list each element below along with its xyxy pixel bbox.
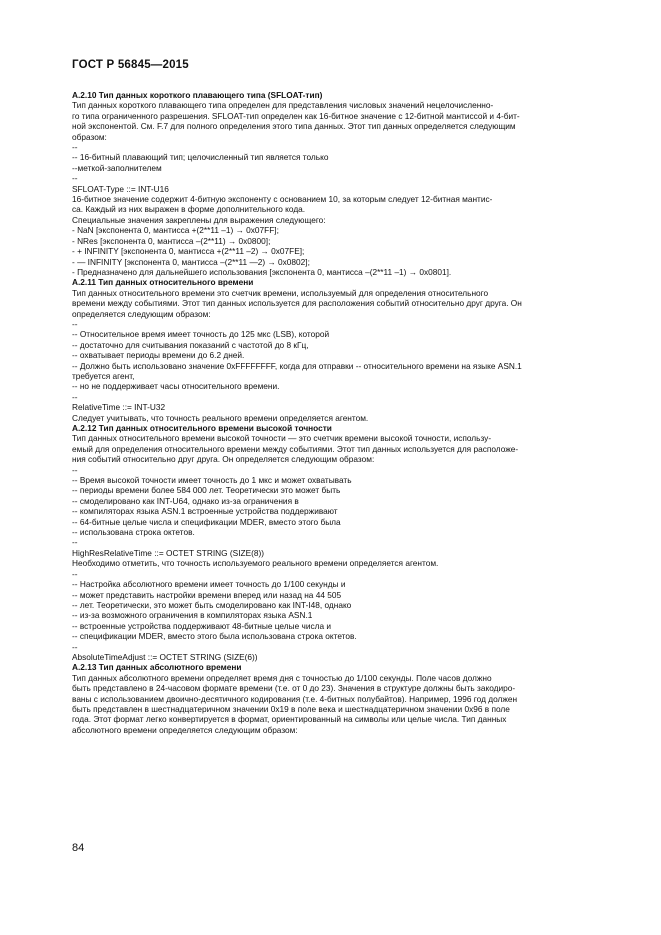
text-line: емый для определения относительного времени между событиями. Этот тип данных используется для расположе- <box>72 443 519 454</box>
text-line: -- Относительное время имеет точность до 125 мкс (LSB), которой <box>72 329 330 340</box>
text-line: -- <box>72 641 78 652</box>
text-line: -- может представить настройки времени вперед или назад на 44 505 <box>72 589 342 600</box>
text-line: AbsoluteTimeAdjust ::= OCTET STRING (SIZE(6)) <box>72 651 258 662</box>
text-line: -- использована строка октетов. <box>72 527 195 538</box>
text-line: -- <box>72 464 78 475</box>
text-line: -- <box>72 318 78 329</box>
document-body <box>72 90 620 735</box>
text-line: требуется агент, <box>72 370 135 381</box>
text-line: -- <box>72 568 78 579</box>
text-line: -- встроенные устройства поддерживают 48-битные целые числа и <box>72 620 331 631</box>
text-line: -- лет. Теоретически, это может быть смоделировано как INT-I48, однако <box>72 599 352 610</box>
text-line: -- 64-битные целые числа и спецификации MDER, вместо этого была <box>72 516 341 527</box>
text-line: -- но не поддерживает часы относительного времени. <box>72 381 280 392</box>
text-line: -- охватывает периоды времени до 6.2 дней. <box>72 350 245 361</box>
paragraph-line: - — INFINITY [экспонента 0, мантисса –(2**11 —2) → 0x0802]; <box>72 256 310 267</box>
text-line: быть представлен в шестнадцатеричном значении 0x19 в поле века и шестнадцатеричном значении 0x96 в поле <box>72 703 510 714</box>
standard-designation: ГОСТ Р 56845—2015 <box>72 59 189 71</box>
section-heading: А.2.12 Тип данных относительного времени высокой точности <box>72 423 332 433</box>
paragraph-line: - NaN [экспонента 0, мантисса +(2**11 –1) → 0x07FF]; <box>72 225 279 236</box>
paragraph-line: 16-битное значение содержит 4-битную экспоненту с основанием 10, за которым следует 12-битная мантис- <box>72 194 493 205</box>
paragraph-line: Специальные значения закреплены для выражения следующего: <box>72 214 326 225</box>
paragraph-line: Тип данных относительного времени высокой точности — это счетчик времени высокой точности, использу- <box>72 433 492 444</box>
text-line: го типа ограниченного разрешения. SFLOAT-тип определен как 16-битное значение с 12-битной мантиссой и 4-бит- <box>72 110 520 121</box>
page-number: 84 <box>72 842 85 854</box>
section-heading: А.2.11 Тип данных относительного времени <box>72 277 254 288</box>
text-line: са. Каждый из них выражен в форме дополнительного кода. <box>72 204 306 215</box>
text-line: -- <box>72 142 78 153</box>
text-line: абсолютного времени определяется следующим образом: <box>72 724 298 735</box>
paragraph-line: Тип данных абсолютного времени определяет время дня с точностью до 1/100 секунды. Поле часов должно <box>72 672 492 683</box>
text-line: -- компиляторах языка ASN.1 встроенные устройства поддерживают <box>72 506 338 517</box>
text-line: -- <box>72 391 78 402</box>
paragraph-line: Необходимо отметить, что точность используемого реального времени определяется агентом. <box>72 558 439 569</box>
text-line: SFLOAT-Type ::= INT-U16 <box>72 183 169 194</box>
text-line: быть представлено в 24-часовом формате времени (т.е. от 0 до 23). Значения в структуре должны быть закодиро- <box>72 683 516 694</box>
text-line: -- из-за возможного ограничения в компиляторах языка ASN.1 <box>72 610 313 621</box>
section-heading: А.2.10 Тип данных короткого плавающего типа (SFLOAT-тип) <box>72 90 323 100</box>
text-line: времени между событиями. Этот тип данных используется для расположения событий относительно друг друга. Он <box>72 298 522 309</box>
section-heading: А.2.13 Тип данных абсолютного времени <box>72 662 242 673</box>
paragraph-line: - Предназначено для дальнейшего использования [экспонента 0, мантисса –(2**11 –1) → 0x0801]. <box>72 266 452 277</box>
text-line: -- смоделировано как INT-U64, однако из-за ограничения в <box>72 495 299 506</box>
text-line: -- 16-битный плавающий тип; целочисленный тип является только <box>72 152 329 163</box>
paragraph-line: - + INFINITY [экспонента 0, мантисса +(2**11 –2) → 0x07FE]; <box>72 246 305 257</box>
text-line: -- периоды времени более 584 000 лет. Теоретически это может быть <box>72 485 341 496</box>
paragraph-line: - NRes [экспонента 0, мантисса –(2**11) → 0x0800]; <box>72 235 271 246</box>
paragraph-line: Следует учитывать, что точность реального времени определяется агентом. <box>72 412 369 423</box>
text-line: -- Должно быть использовано значение 0xFFFFFFFF, когда для отправки -- относительного времени на языке ASN.1 <box>72 360 522 371</box>
text-line: -- спецификации MDER, вместо этого была использована строка октетов. <box>72 631 357 642</box>
text-line: определяется следующим образом: <box>72 308 211 319</box>
text-line: -- <box>72 537 78 548</box>
text-line: ния событий относительно друг друга. Он определяется следующим образом: <box>72 454 375 465</box>
paragraph-line: Тип данных относительного времени это счетчик времени, используемый для определения относительного <box>72 287 489 298</box>
text-line: -- Настройка абсолютного времени имеет точность до 1/100 секунды и <box>72 579 346 590</box>
text-line: -- достаточно для считывания показаний с частотой до 8 кГц, <box>72 339 309 350</box>
text-line: ваны с использованием двоично-десятичного кодирования (т.е. 4-битных полубайтов). Например, 1996 год должен <box>72 693 518 704</box>
text-line: HighResRelativeTime ::= OCTET STRING (SIZE(8)) <box>72 547 265 558</box>
text-line: --меткой-заполнителем <box>72 162 162 173</box>
text-line: образом: <box>72 131 107 142</box>
text-line: ной экспонентой. См. F.7 для полного определения этого типа данных. Этот тип данных определяется следующим <box>72 121 516 132</box>
text-line: RelativeTime ::= INT-U32 <box>72 402 166 413</box>
paragraph-line: Тип данных короткого плавающего типа определен для представления числовых значений нецелочисленно- <box>72 100 494 111</box>
text-line: -- <box>72 173 78 184</box>
text-line: года. Этот формат легко конвертируется в формат, ориентированный на символы или целые числа. Тип данных <box>72 714 507 725</box>
text-line: -- Время высокой точности имеет точность до 1 мкс и может охватывать <box>72 475 352 486</box>
